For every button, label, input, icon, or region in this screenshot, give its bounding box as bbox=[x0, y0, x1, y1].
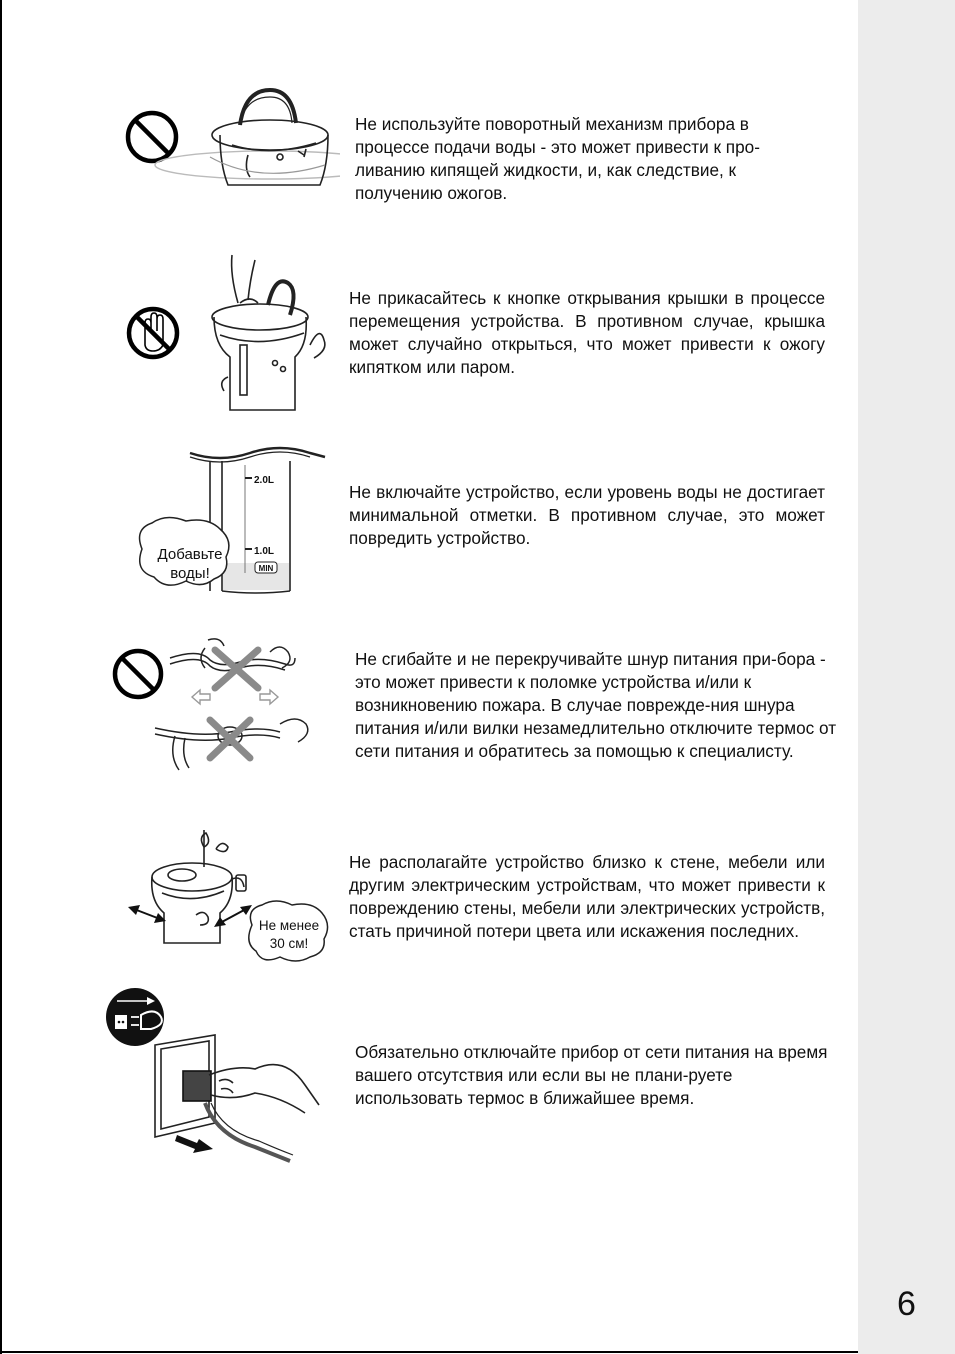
instruction-text-3: Не включайте устройство, если уровень воды не достигает минимальной отметки. В противном случае, это может повредить устройство. bbox=[349, 482, 825, 548]
thermos-pot-icon bbox=[155, 90, 340, 185]
instruction-text-6: Обязательно отключайте прибор от сети питания на время вашего отсутствия или если вы не плани-руете использовать термос в ближайшее время. bbox=[355, 1042, 828, 1108]
speech-bubble bbox=[140, 517, 229, 585]
illustration-unplug-instruction bbox=[105, 985, 330, 1165]
illustration-distance-warning bbox=[120, 825, 345, 965]
illustration-lid-button-warning bbox=[120, 245, 345, 420]
direction-arrows-icon bbox=[192, 690, 278, 704]
min-mark-label: MIN bbox=[258, 564, 274, 573]
illustration-cord-warning bbox=[110, 628, 325, 778]
instruction-text-2: Не прикасайтесь к кнопке открывания крышки в процессе перемещения устройства. В противном случае, крышка может случайно открыться, что может привести к ожогу кипятком или паром. bbox=[349, 288, 825, 377]
thermos-pot-icon bbox=[152, 830, 246, 943]
bubble-text-line1: Не менее bbox=[258, 918, 320, 933]
mark-2l-label: 2.0L bbox=[254, 475, 275, 486]
instruction-text-4: Не сгибайте и не перекручивайте шнур питания при-бора - это может привести к поломке устройства и/или к возникновению пожара. В случае поврежде-ния шнура питания и/или вилки незамедлительно отключите термос от сети питания и обратитесь за помощью к специалисту. bbox=[355, 649, 837, 761]
prohibition-icon bbox=[128, 113, 176, 161]
power-cord-icon bbox=[155, 639, 308, 770]
side-margin-panel bbox=[858, 0, 955, 1354]
bottom-border-line bbox=[0, 1351, 858, 1353]
instruction-text-5: Не располагайте устройство близко к стене, мебели или другим электрическим устройствам, что может привести к повреждению стены, мебели или электрических устройств, стать причиной потери цвета или искажения последних. bbox=[349, 852, 825, 941]
illustration-min-water-level bbox=[130, 443, 330, 598]
unplug-icon bbox=[106, 988, 164, 1046]
page-number: 6 bbox=[897, 1285, 916, 1323]
left-border-line bbox=[0, 0, 2, 1354]
no-touch-icon bbox=[129, 309, 177, 357]
illustration-rotate-warning bbox=[120, 85, 340, 205]
bubble-text-line1: Добавьте bbox=[157, 546, 223, 563]
speech-bubble bbox=[249, 901, 328, 961]
pull-direction-arrow-icon bbox=[175, 1135, 213, 1153]
bubble-text-line2: воды! bbox=[170, 565, 210, 582]
mark-1l-label: 1.0L bbox=[254, 546, 275, 557]
bubble-text-line2: 30 см! bbox=[269, 936, 309, 951]
thermos-pot-icon bbox=[212, 255, 325, 410]
instruction-text-1: Не используйте поворотный механизм прибора в процессе подачи воды - это может привести к про-ливанию кипящей жидкости, и, как следствие, к получению ожогов. bbox=[355, 114, 760, 203]
prohibition-icon bbox=[115, 651, 161, 697]
distance-arrows-icon bbox=[128, 905, 252, 927]
